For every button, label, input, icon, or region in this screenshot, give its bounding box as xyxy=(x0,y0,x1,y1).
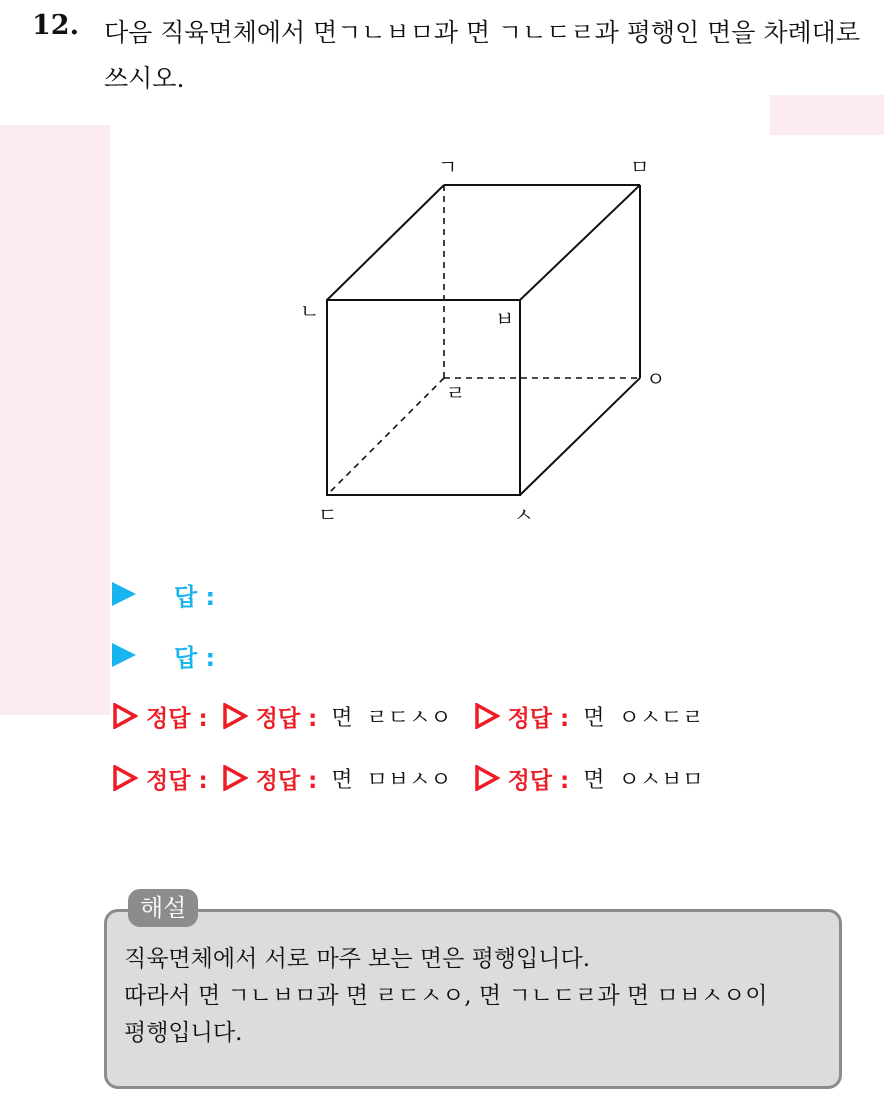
solution-value: 면 ㅇㅅㅂㅁ xyxy=(583,767,704,793)
answer-row[interactable] xyxy=(112,577,215,611)
edge xyxy=(520,378,640,495)
vertex-label-mieum: ㅁ xyxy=(630,155,650,179)
solution-label: 정답 : xyxy=(255,705,318,732)
play-outline-triangle-icon xyxy=(222,765,248,791)
explanation-text xyxy=(124,941,839,1052)
answer-row[interactable] xyxy=(112,638,215,672)
solution-label: 정답 : xyxy=(507,767,570,794)
solution-label: 정답 : xyxy=(146,767,208,794)
play-outline-triangle-icon xyxy=(222,703,248,729)
question-text-line1: 다음 직육면체에서 면ㄱㄴㅂㅁ과 면 ㄱㄴㄷㄹ과 평행인 면을 차례대로 xyxy=(104,18,860,47)
question-text xyxy=(104,10,874,102)
solution-row xyxy=(112,760,725,796)
explanation-line: 평행입니다. xyxy=(124,1020,243,1046)
solution-label: 정답 : xyxy=(507,705,570,732)
vertex-label-digeut: ㄷ xyxy=(318,503,338,527)
vertex-label-nieun: ㄴ xyxy=(300,299,320,323)
vertex-label-siot: ㅅ xyxy=(514,503,534,527)
play-triangle-icon xyxy=(112,582,136,606)
vertex-label-rieul: ㄹ xyxy=(446,381,466,405)
explanation-line: 따라서 면 ㄱㄴㅂㅁ과 면 ㄹㄷㅅㅇ, 면 ㄱㄴㄷㄹ과 면 ㅁㅂㅅㅇ이 xyxy=(124,983,768,1009)
edge xyxy=(327,185,444,300)
vertex-label-ieung: ㅇ xyxy=(646,367,666,391)
solution-value: 면 ㅇㅅㄷㄹ xyxy=(583,705,704,731)
play-outline-triangle-icon xyxy=(474,765,500,791)
hidden-edge xyxy=(327,378,444,495)
question-text-line2: 쓰시오. xyxy=(104,64,185,93)
play-outline-triangle-icon xyxy=(112,703,138,729)
solution-value: 면 ㄹㄷㅅㅇ xyxy=(331,705,452,731)
explanation-tag: 해설 xyxy=(128,889,198,927)
solution-label: 정답 : xyxy=(255,767,318,794)
play-outline-triangle-icon xyxy=(112,765,138,791)
play-triangle-icon xyxy=(112,643,136,667)
solution-row xyxy=(112,698,725,734)
play-outline-triangle-icon xyxy=(474,703,500,729)
answer-label: 답 : xyxy=(174,582,216,611)
question-number: 12. xyxy=(32,10,79,41)
edge xyxy=(520,185,640,300)
vertex-label-giyeok: ㄱ xyxy=(438,155,458,179)
background-tint xyxy=(0,125,110,715)
answer-label: 답 : xyxy=(174,643,216,672)
solution-label: 정답 : xyxy=(146,705,208,732)
explanation-line: 직육면체에서 서로 마주 보는 면은 평행입니다. xyxy=(124,946,591,972)
cuboid-figure xyxy=(290,150,690,530)
solution-value: 면 ㅁㅂㅅㅇ xyxy=(331,767,452,793)
vertex-label-bieup: ㅂ xyxy=(495,307,515,331)
